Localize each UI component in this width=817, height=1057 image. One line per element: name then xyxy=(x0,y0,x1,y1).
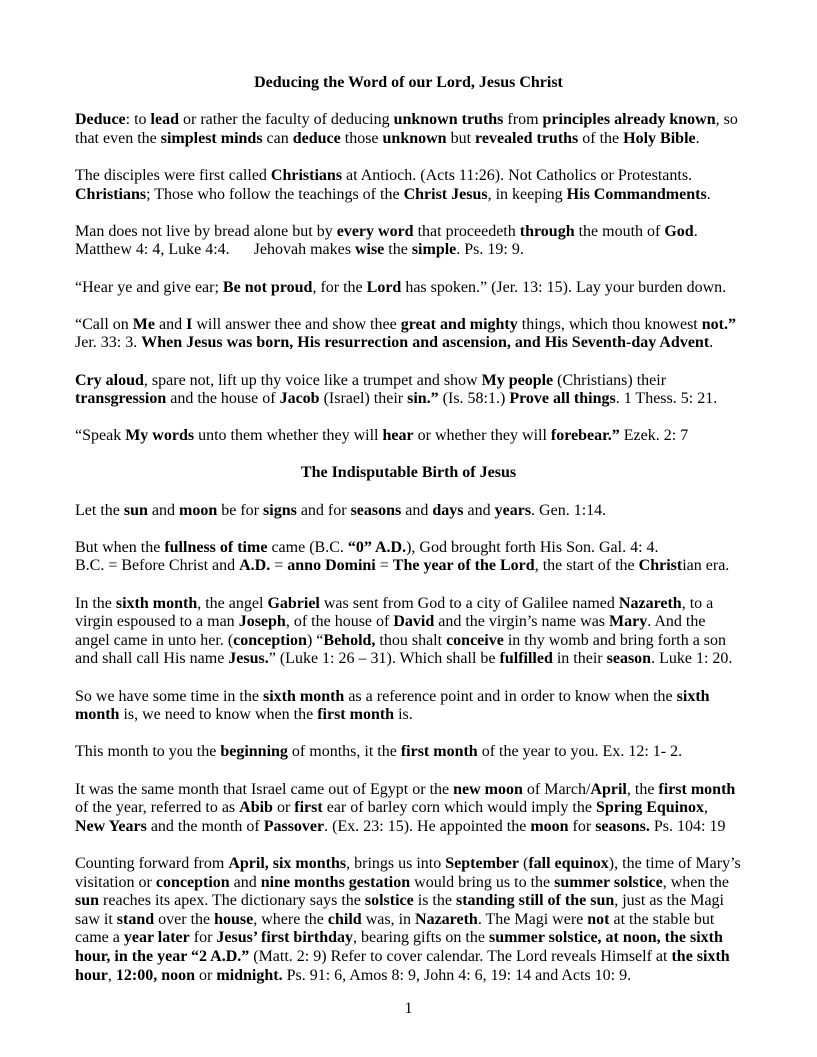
paragraph-sixth-month-gabriel: In the sixth month, the angel Gabriel was sent from God to a city of Galilee named Nazareth, to a virgin espoused to a man Joseph, of the house of David and the virgin’s name was Mary. And the angel came in unto her. (conception) “Behold, thou shalt conceive in thy womb and bring forth a son and shall call His name Jesus.” (Luke 1: 26 – 31). Which shall be fulfilled in their season. Luke 1: 20. xyxy=(75,594,733,668)
paragraph-bread-alone: Man does not live by bread alone but by every word that proceedeth through the mouth of God. Matthew 4: 4, Luke 4:4. Jehovah makes wise the simple. Ps. 19: 9. xyxy=(75,222,698,259)
paragraph-hear-ye: “Hear ye and give ear; Be not proud, for the Lord has spoken.” (Jer. 13: 15). Lay your burden down. xyxy=(75,278,727,296)
paragraph-speak-my-words: “Speak My words unto them whether they will hear or whether they will forebear.” Ezek. 2: 7 xyxy=(75,427,689,445)
paragraph-sun-and-moon: Let the sun and moon be for signs and for seasons and days and years. Gen. 1:14. xyxy=(75,501,607,519)
section-title-birth-of-jesus: The Indisputable Birth of Jesus xyxy=(300,464,517,482)
paragraph-cry-aloud: Cry aloud, spare not, lift up thy voice like a trumpet and show My people (Christians) their transgression and the house of Jacob (Israel) their sin.” (Is. 58:1.) Prove all things. 1 Thess. 5: 21. xyxy=(75,371,718,408)
paragraph-new-moon-abib: It was the same month that Israel came out of Egypt or the new moon of March/April, the first month of the year, referred to as Abib or first ear of barley corn which would imply the Spring Equinox, New Years and the month of Passover. (Ex. 23: 15). He appointed the moon for seasons. Ps. 104: 19 xyxy=(75,780,736,835)
paragraph-fullness-of-time: But when the fullness of time came (B.C. “0” A.D.), God brought forth His Son. Gal. 4: 4. B.C. = Before Christ and A.D. = anno Domini = The year of the Lord, the start of the Christian era. xyxy=(75,538,730,575)
paragraph-call-on-me: “Call on Me and I will answer thee and show thee great and mighty things, which thou knowest not.” Jer. 33: 3. When Jesus was born, His resurrection and ascension, and His Seventh-day Advent. xyxy=(75,315,736,352)
paragraph-counting-forward: Counting forward from April, six months, brings us into September (fall equinox), the time of Mary’s visitation or conception and nine months gestation would bring us to the summer solstice, when the sun reaches its apex. The dictionary says the solstice is the standing still of the sun, just as the Magi saw it stand over the house, where the child was, in Nazareth. The Magi were not at the stable but came a year later for Jesus’ first birthday, bearing gifts on the summer solstice, at noon, the sixth hour, in the year “2 A.D.” (Matt. 2: 9) Refer to cover calendar. The Lord reveals Himself at the sixth hour, 12:00, noon or midnight. Ps. 91: 6, Amos 8: 9, John 4: 6, 19: 14 and Acts 10: 9. xyxy=(75,854,741,984)
document-title: Deducing the Word of our Lord, Jesus Christ xyxy=(254,74,563,91)
paragraph-disciples-christians: The disciples were first called Christians at Antioch. (Acts 11:26). Not Catholics or Protestants. Christians; Those who follow the teachings of the Christ Jesus, in keeping His Commandments. xyxy=(75,166,711,203)
paragraph-beginning-of-months: This month to you the beginning of months, it the first month of the year to you. Ex. 12: 1- 2. xyxy=(75,743,683,761)
page-number: 1 xyxy=(404,1000,413,1017)
paragraph-deduce-definition: Deduce: to lead or rather the faculty of deducing unknown truths from principles already known, so that even the simplest minds can deduce those unknown but revealed truths of the Holy Bible. xyxy=(75,111,738,147)
paragraph-reference-point: So we have some time in the sixth month as a reference point and in order to know when the sixth month is, we need to know when the first month is. xyxy=(75,687,710,724)
